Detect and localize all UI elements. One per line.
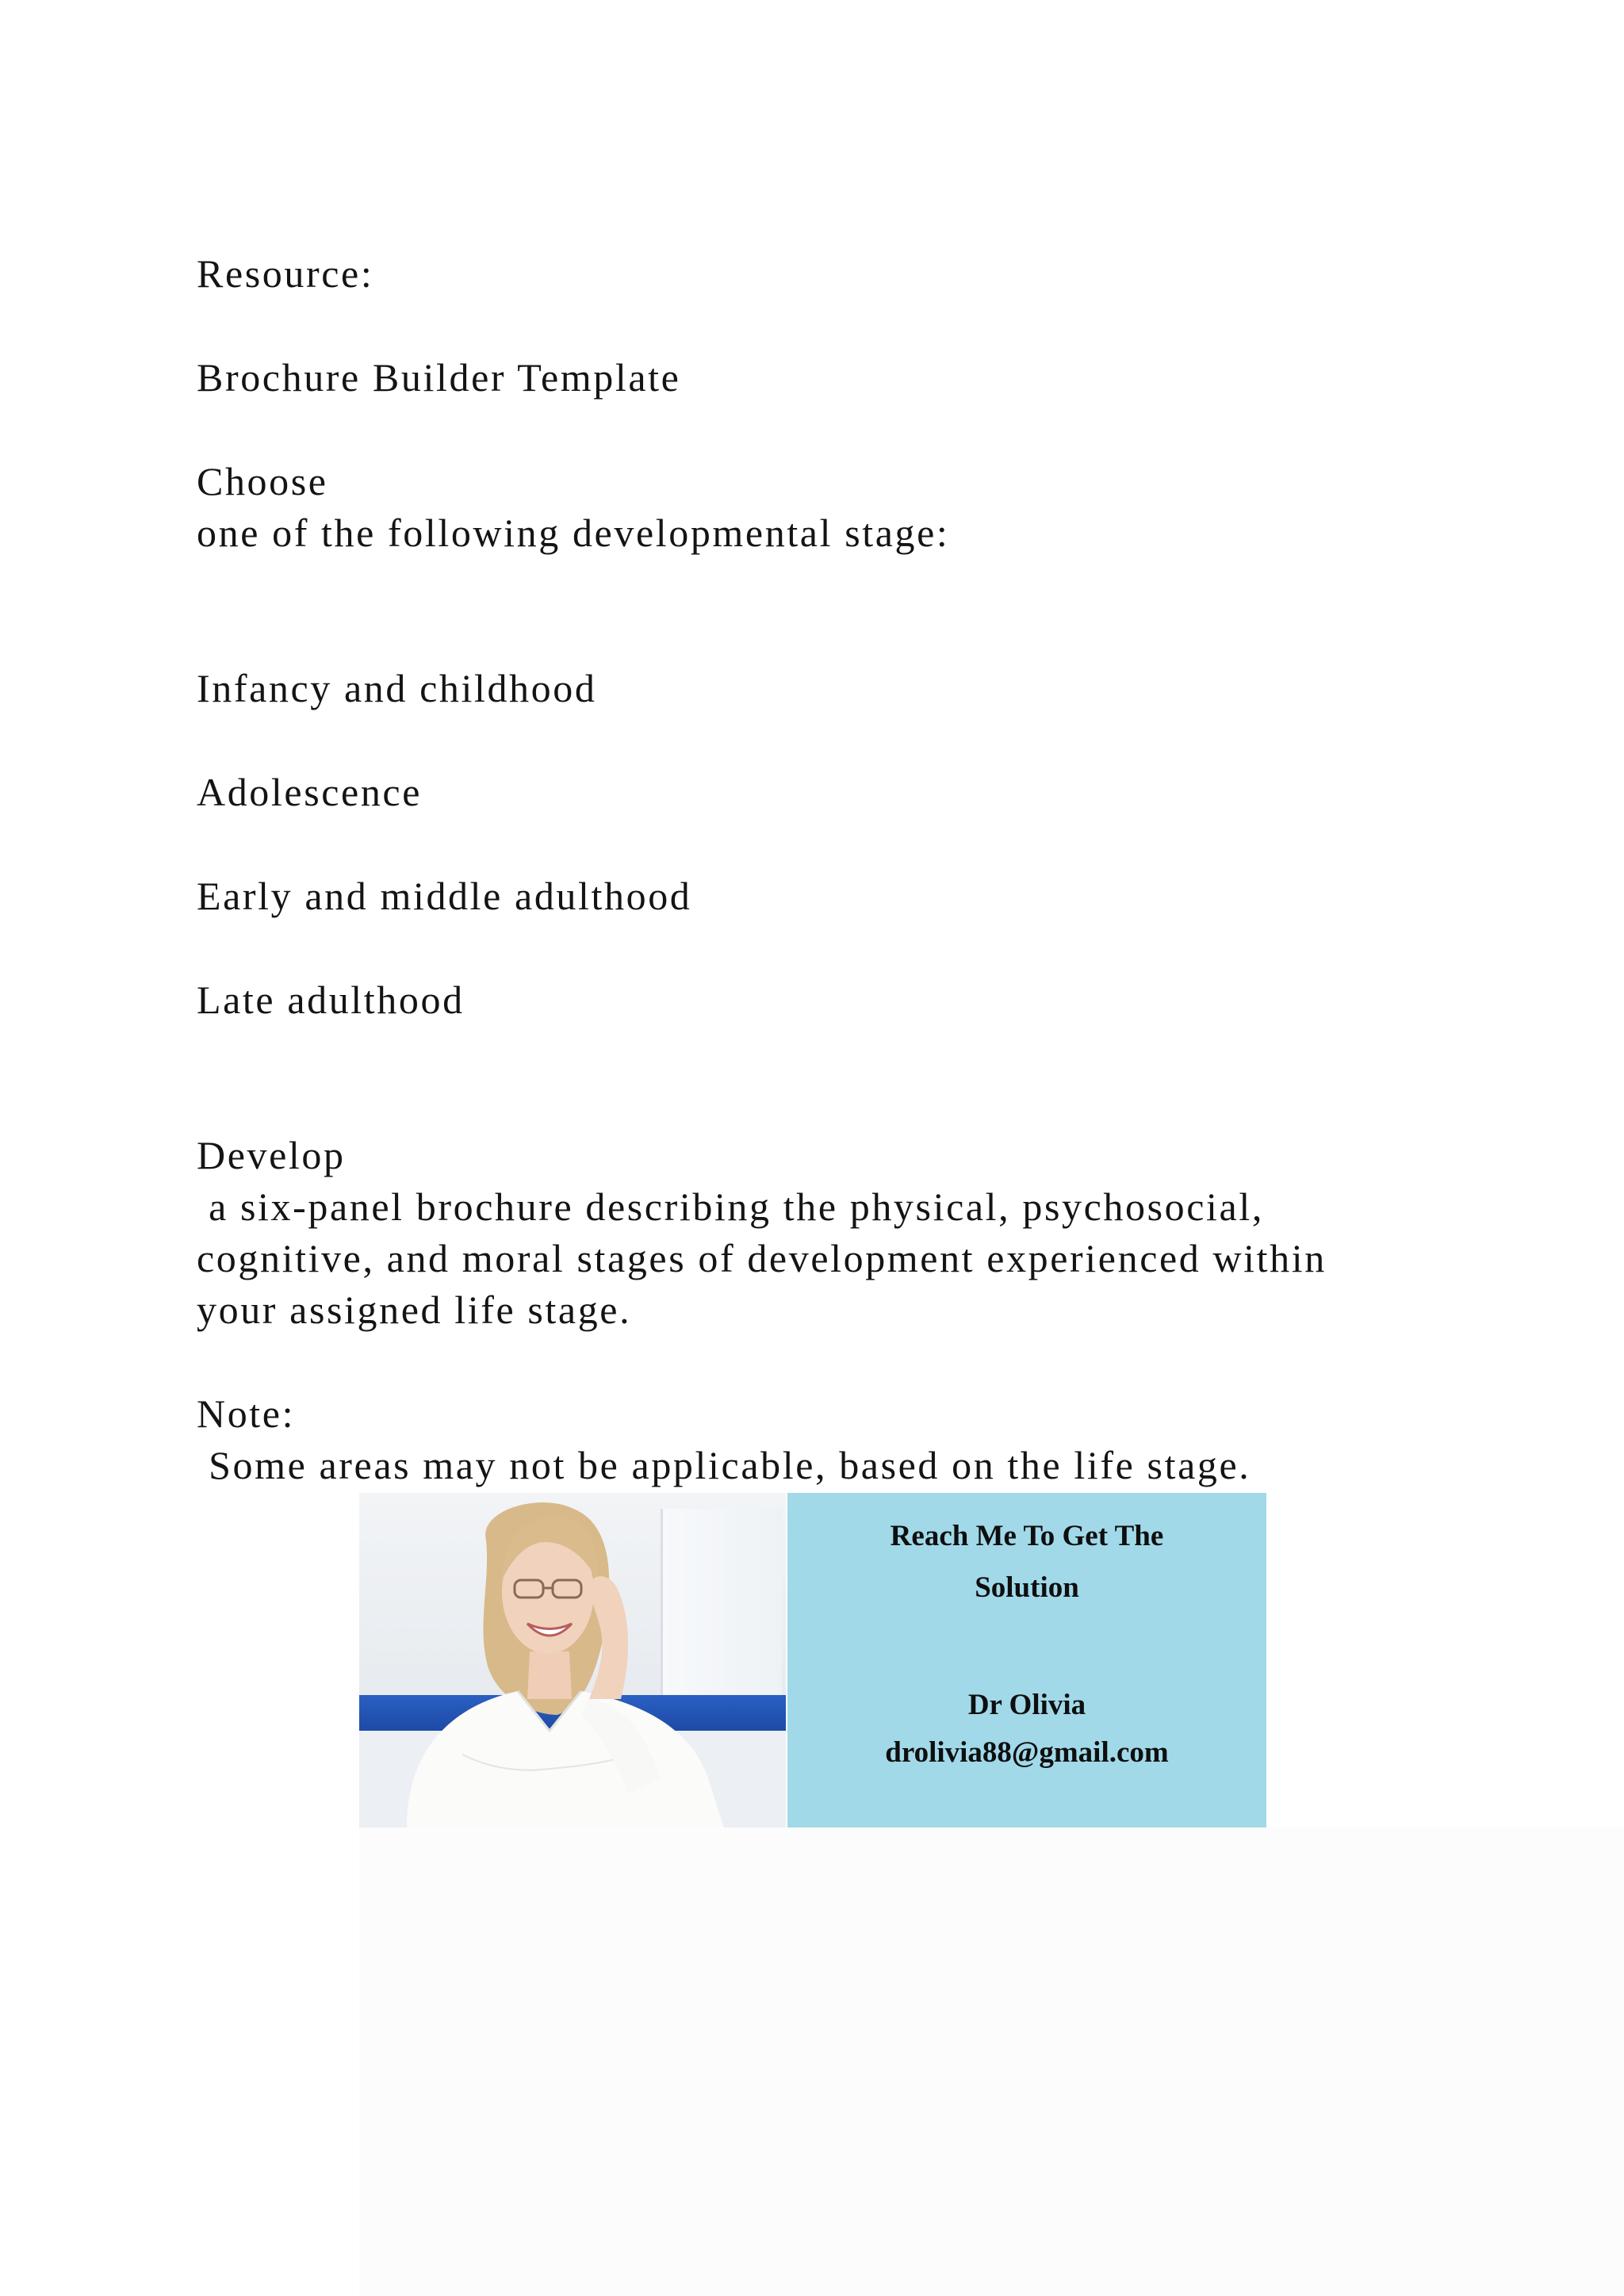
instruction-line: one of the following developmental stage: — [197, 511, 950, 555]
advert-headline: Reach Me To Get The — [890, 1520, 1164, 1552]
stage-option: Late adulthood — [197, 978, 465, 1022]
blank-area — [359, 1827, 1624, 2296]
note-line: Some areas may not be applicable, based on the life stage. — [197, 1443, 1251, 1487]
contact-card[interactable] — [787, 1493, 1266, 1827]
develop-paragraph-line: your assigned life stage. — [197, 1288, 632, 1332]
resource-label: Resource: — [197, 251, 374, 296]
brochure-template-link: Brochure Builder Template — [197, 355, 681, 400]
advert-photo — [359, 1493, 786, 1827]
note-line: Note: — [197, 1391, 296, 1436]
stage-option: Adolescence — [197, 770, 423, 814]
develop-paragraph-line: Develop — [197, 1133, 346, 1177]
stage-option: Early and middle adulthood — [197, 874, 692, 918]
contact-name: Dr Olivia — [967, 1689, 1086, 1721]
contact-email-link[interactable]: drolivia88@gmail.com — [885, 1736, 1169, 1769]
instruction-line: Choose — [197, 459, 328, 503]
develop-paragraph-line: a six-panel brochure describing the physical, psychosocial, — [197, 1184, 1264, 1229]
stage-option: Infancy and childhood — [197, 666, 597, 710]
develop-paragraph-line: cognitive, and moral stages of development experienced within — [197, 1236, 1327, 1280]
woman-illustration — [359, 1493, 786, 1827]
advert-headline-2: Solution — [975, 1571, 1079, 1604]
contact-advert-banner — [359, 1493, 1266, 1827]
